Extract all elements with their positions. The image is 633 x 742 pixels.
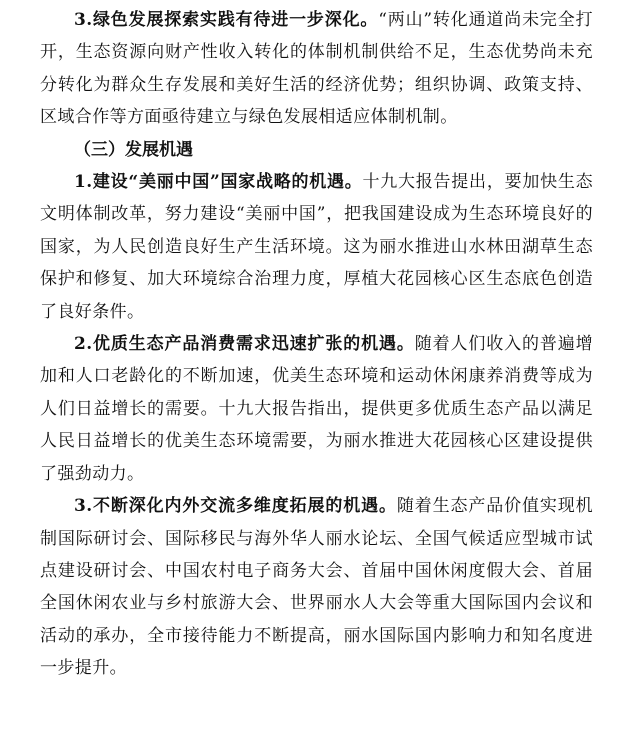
paragraph-lead: 3.不断深化内外交流多维度拓展的机遇。 (74, 496, 397, 517)
paragraph-beautiful-china (40, 166, 593, 328)
paragraph-eco-products (40, 328, 593, 490)
paragraph-text: 随着生态产品价值实现机制国际研讨会、国际移民与海外华人丽水论坛、全国气候适应型城市试点建设研讨会、中国农村电子商务大会、首届中国休闲度假大会、首届全国休闲农业与乡村旅游大会、世界丽水人大会等重大国际国内会议和活动的承办，全市接待能力不断提高，丽水国际国内影响力和知名度进一步提升。 (40, 496, 593, 679)
paragraph-text: 十九大报告提出，要加快生态文明体制改革，努力建设“美丽中国”，把我国建设成为生态环境良好的国家，为人民创造良好生产生活环境。这为丽水推进山水林田湖草生态保护和修复、加大环境综合治理力度，厚植大花园核心区生态底色创造了良好条件。 (40, 172, 593, 322)
paragraph-text: “两山”转化通道尚未完全打开，生态资源向财产性收入转化的体制机制供给不足，生态优势尚未充分转化为群众生存发展和美好生活的经济优势；组织协调、政策支持、区域合作等方面亟待建立与绿色发展相适应体制机制。 (40, 10, 593, 128)
paragraph-green-development (40, 4, 593, 134)
opportunities-section (40, 166, 593, 685)
paragraph-lead: 1.建设“美丽中国”国家战略的机遇。 (74, 172, 363, 193)
paragraph-text: 随着人们收入的普遍增加和人口老龄化的不断加速，优美生态环境和运动休闲康养消费等成为人们日益增长的需要。十九大报告指出，提供更多优质生态产品以满足人民日益增长的优美生态环境需要，为丽水推进大花园核心区建设提供了强劲动力。 (40, 334, 594, 484)
paragraph-exchange (40, 490, 593, 684)
paragraph-lead: 3.绿色发展探索实践有待进一步深化。 (74, 10, 379, 30)
section-heading: （三）发展机遇 (74, 139, 193, 160)
paragraph-lead: 2.优质生态产品消费需求迅速扩张的机遇。 (74, 334, 415, 355)
